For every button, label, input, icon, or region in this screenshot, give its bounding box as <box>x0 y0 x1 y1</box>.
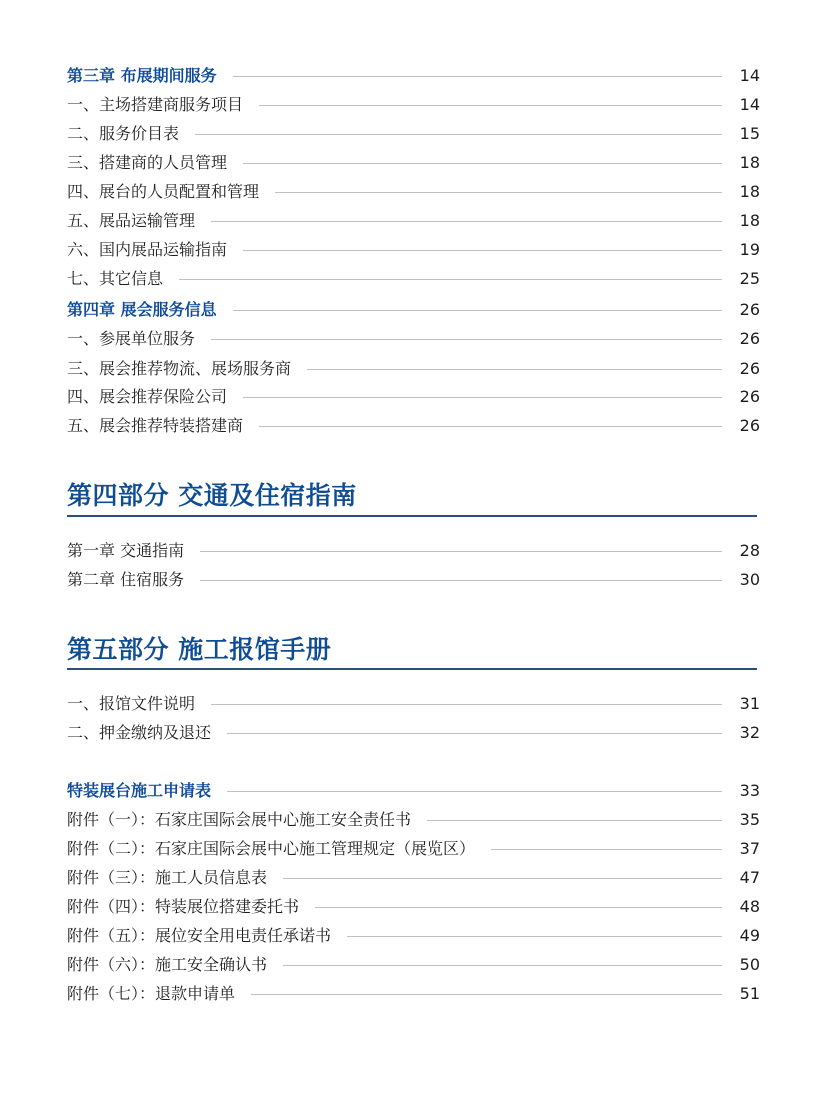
toc-leader-line <box>243 397 722 398</box>
toc-entry[interactable] <box>67 951 760 979</box>
toc-leader-line <box>259 105 722 106</box>
toc-entry[interactable] <box>67 120 760 148</box>
toc-entry[interactable] <box>67 265 760 293</box>
toc-page-number: 14 <box>739 66 760 85</box>
toc-entry-title: 六、国内展品运输指南 <box>67 240 228 259</box>
toc-entry-title: 一、报馆文件说明 <box>67 694 196 713</box>
toc-page-number: 51 <box>739 984 760 1003</box>
toc-page-number: 18 <box>739 182 760 201</box>
toc-leader-line <box>227 791 722 792</box>
toc-entry-title: 附件（二）：石家庄国际会展中心施工管理规定（展览区） <box>67 839 476 858</box>
toc-entry-title: 第三章 布展期间服务 <box>67 66 217 85</box>
toc-page-number: 50 <box>739 955 760 974</box>
toc-entry-title: 附件（七）：退款申请单 <box>67 984 236 1003</box>
toc-leader-line <box>283 965 722 966</box>
toc-leader-line <box>200 580 722 581</box>
toc-page-number: 25 <box>739 269 760 288</box>
toc-entry[interactable] <box>67 566 760 594</box>
toc-page-number: 49 <box>739 926 760 945</box>
toc-page-number: 14 <box>739 95 760 114</box>
toc-page-number: 32 <box>739 723 760 742</box>
toc-page-number: 26 <box>739 300 760 319</box>
toc-chapter-entry[interactable] <box>67 777 760 805</box>
toc-page-number: 37 <box>739 839 760 858</box>
toc-entry-title: 特装展台施工申请表 <box>67 781 212 800</box>
toc-entry-title: 第二章 住宿服务 <box>67 570 185 589</box>
toc-entry-title: 一、主场搭建商服务项目 <box>67 95 244 114</box>
section-title: 第四部分 交通及住宿指南 <box>67 481 357 510</box>
section-divider <box>67 668 757 670</box>
toc-entry[interactable] <box>67 835 760 863</box>
toc-page-number: 48 <box>739 897 760 916</box>
toc-page-number: 18 <box>739 153 760 172</box>
section-title: 第五部分 施工报馆手册 <box>67 635 332 664</box>
toc-chapter-entry[interactable] <box>67 62 760 90</box>
toc-leader-line <box>233 310 722 311</box>
toc-leader-line <box>227 733 722 734</box>
toc-leader-line <box>307 369 722 370</box>
toc-entry[interactable] <box>67 91 760 119</box>
toc-entry[interactable] <box>67 806 760 834</box>
toc-leader-line <box>195 134 722 135</box>
toc-page-number: 18 <box>739 211 760 230</box>
toc-entry[interactable] <box>67 690 760 718</box>
toc-entry-title: 五、展会推荐特装搭建商 <box>67 416 244 435</box>
toc-leader-line <box>275 192 722 193</box>
toc-entry[interactable] <box>67 149 760 177</box>
toc-leader-line <box>283 878 722 879</box>
toc-page-number: 26 <box>739 416 760 435</box>
toc-entry-title: 三、搭建商的人员管理 <box>67 153 228 172</box>
toc-entry[interactable] <box>67 893 760 921</box>
toc-page-number: 19 <box>739 240 760 259</box>
toc-entry-title: 第四章 展会服务信息 <box>67 300 217 319</box>
toc-leader-line <box>243 163 722 164</box>
toc-entry[interactable] <box>67 980 760 1008</box>
toc-leader-line <box>259 426 722 427</box>
toc-leader-line <box>211 704 722 705</box>
toc-entry-title: 附件（六）：施工安全确认书 <box>67 955 268 974</box>
toc-leader-line <box>427 820 722 821</box>
toc-leader-line <box>211 339 722 340</box>
toc-leader-line <box>347 936 722 937</box>
toc-entry-title: 二、服务价目表 <box>67 124 180 143</box>
toc-entry-title: 附件（三）：施工人员信息表 <box>67 868 268 887</box>
toc-page-number: 47 <box>739 868 760 887</box>
toc-entry[interactable] <box>67 412 760 440</box>
toc-entry[interactable] <box>67 922 760 950</box>
toc-page-number: 26 <box>739 329 760 348</box>
toc-entry[interactable] <box>67 325 760 353</box>
toc-page-number: 26 <box>739 359 760 378</box>
toc-entry-title: 七、其它信息 <box>67 269 164 288</box>
toc-leader-line <box>315 907 722 908</box>
toc-leader-line <box>233 76 722 77</box>
toc-entry-title: 五、展品运输管理 <box>67 211 196 230</box>
toc-page-number: 35 <box>739 810 760 829</box>
section-divider <box>67 515 757 517</box>
toc-leader-line <box>243 250 722 251</box>
toc-entry-title: 一、参展单位服务 <box>67 329 196 348</box>
toc-entry-title: 附件（五）：展位安全用电责任承诺书 <box>67 926 332 945</box>
toc-entry-title: 第一章 交通指南 <box>67 541 185 560</box>
toc-entry[interactable] <box>67 864 760 892</box>
toc-page-number: 15 <box>739 124 760 143</box>
toc-page-number: 33 <box>739 781 760 800</box>
toc-entry-title: 二、押金缴纳及退还 <box>67 723 212 742</box>
toc-leader-line <box>179 279 722 280</box>
toc-page-number: 28 <box>739 541 760 560</box>
toc-page-number: 31 <box>739 694 760 713</box>
toc-entry[interactable] <box>67 355 760 383</box>
toc-leader-line <box>491 849 722 850</box>
toc-leader-line <box>211 221 722 222</box>
toc-entry-title: 四、展台的人员配置和管理 <box>67 182 260 201</box>
toc-entry[interactable] <box>67 383 760 411</box>
toc-page-number: 26 <box>739 387 760 406</box>
toc-page-number: 30 <box>739 570 760 589</box>
toc-leader-line <box>200 551 722 552</box>
toc-entry[interactable] <box>67 207 760 235</box>
toc-entry[interactable] <box>67 719 760 747</box>
toc-entry[interactable] <box>67 178 760 206</box>
toc-entry-title: 附件（一）：石家庄国际会展中心施工安全责任书 <box>67 810 412 829</box>
toc-entry[interactable] <box>67 537 760 565</box>
toc-entry[interactable] <box>67 236 760 264</box>
toc-leader-line <box>251 994 722 995</box>
toc-entry-title: 四、展会推荐保险公司 <box>67 387 228 406</box>
toc-entry-title: 附件（四）：特装展位搭建委托书 <box>67 897 300 916</box>
toc-chapter-entry[interactable] <box>67 296 760 324</box>
toc-entry-title: 三、展会推荐物流、展场服务商 <box>67 359 292 378</box>
